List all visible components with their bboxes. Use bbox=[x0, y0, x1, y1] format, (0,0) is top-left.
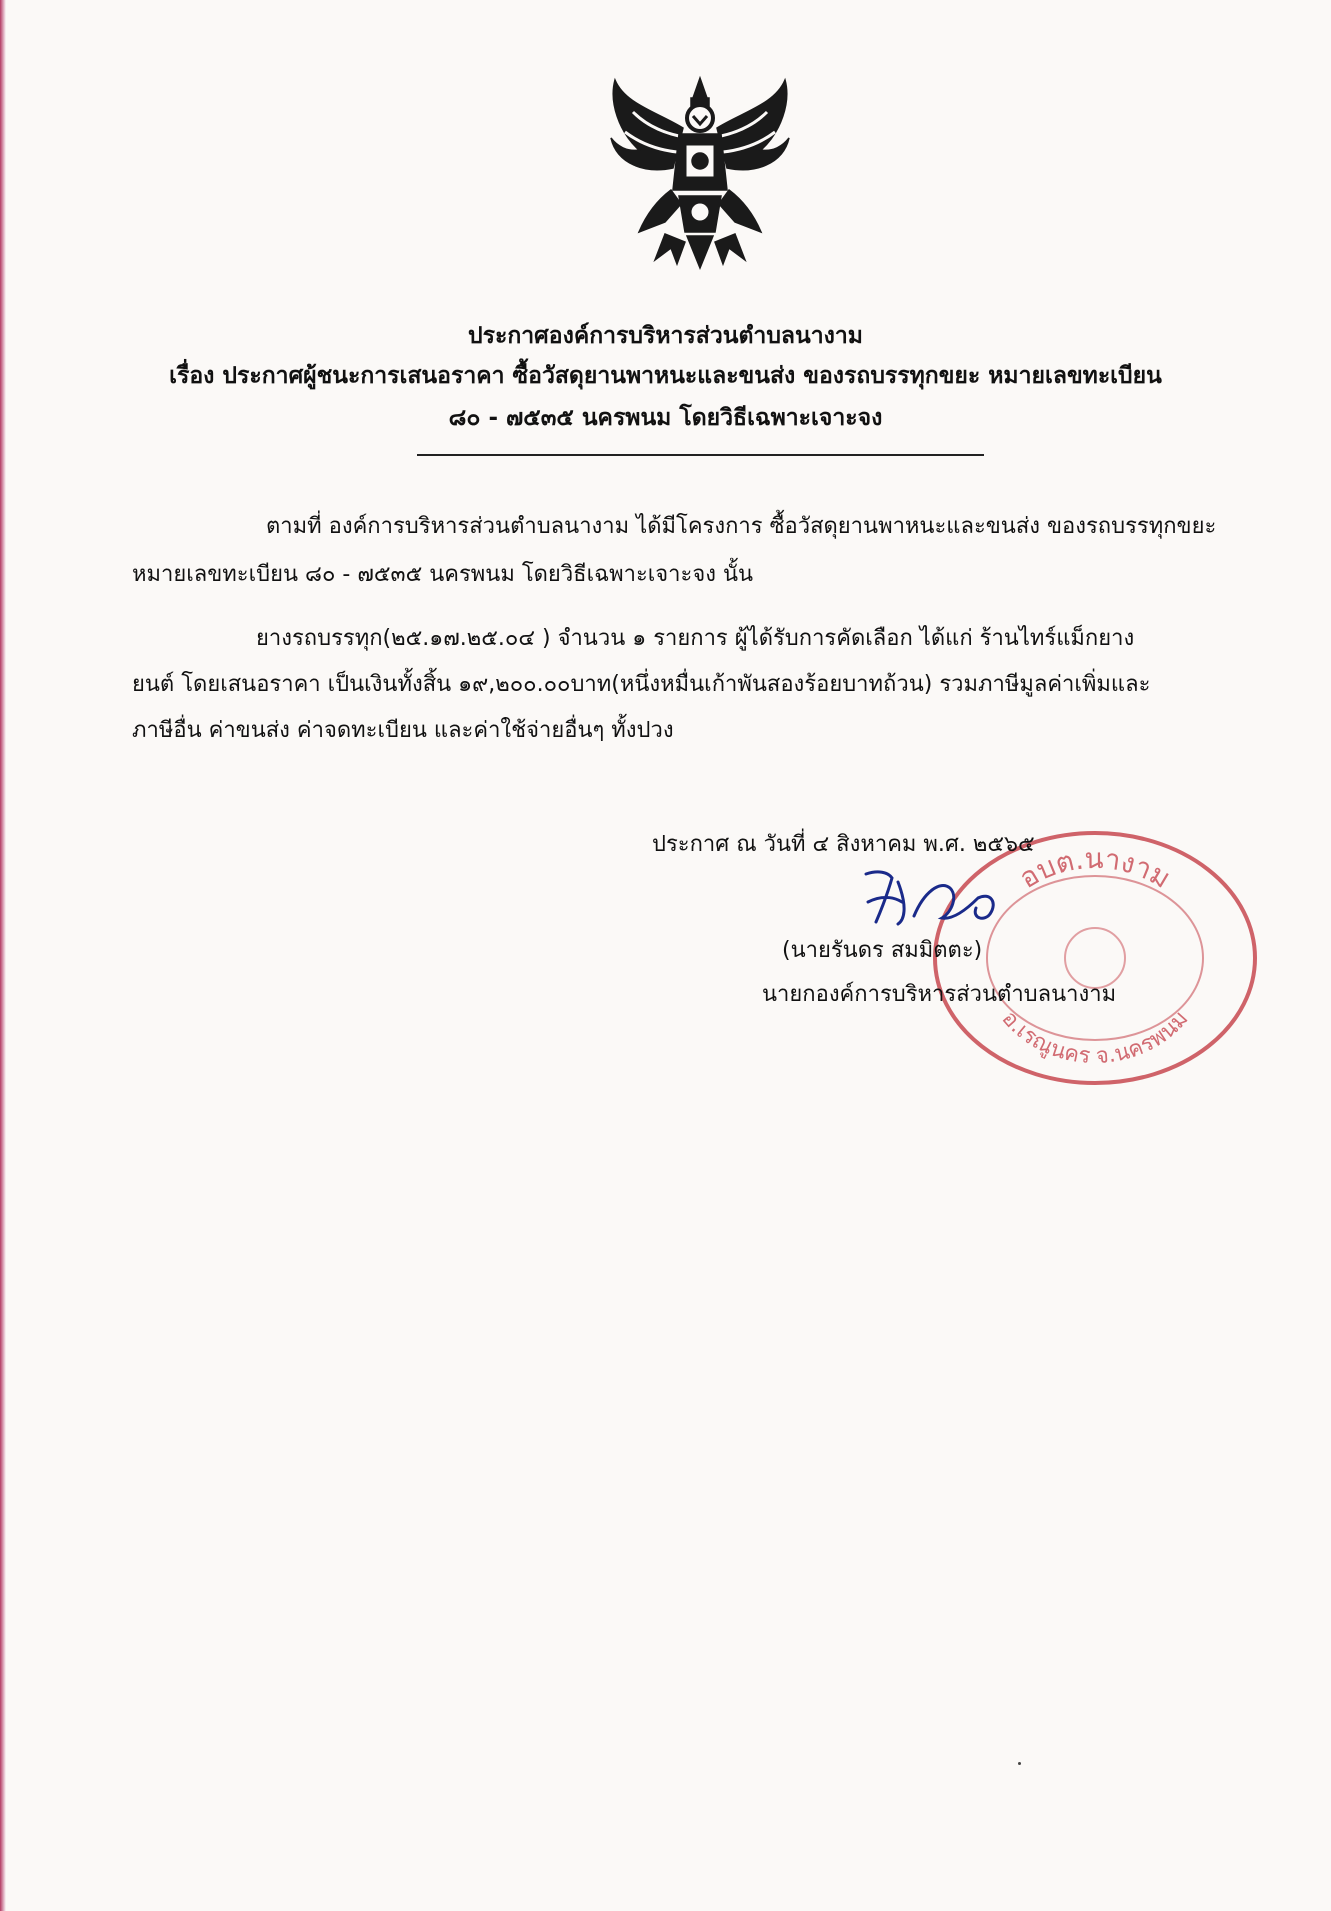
stamp-bottom-text: อ.เรณูนคร จ.นครพนม bbox=[996, 1006, 1194, 1070]
svg-text:อ.เรณูนคร จ.นครพนม bbox=[997, 1006, 1194, 1069]
garuda-emblem-icon bbox=[605, 72, 795, 272]
paragraph-1-line-1: ตามที่ องค์การบริหารส่วนตำบลนางาม ได้มีโครงการ ซื้อวัสดุยานพาหนะและขนส่ง ของรถบรรทุกขยะ bbox=[266, 514, 1217, 539]
announcement-subject-line1: เรื่อง ประกาศผู้ชนะการเสนอราคา ซื้อวัสดุยานพาหนะและขนส่ง ของรถบรรทุกขยะ หมายเลขทะเบียน bbox=[169, 363, 1162, 389]
page-edge bbox=[0, 0, 6, 1911]
handwritten-signature bbox=[858, 862, 1018, 932]
paragraph-2-line-3: ภาษีอื่น ค่าขนส่ง ค่าจดทะเบียน และค่าใช้จ่ายอื่นๆ ทั้งปวง bbox=[132, 718, 674, 743]
svg-text:อบต.นางาม bbox=[1013, 842, 1176, 895]
announcement-subject-line2: ๘๐ - ๗๕๓๕ นครพนม โดยวิธีเฉพาะเจาะจง bbox=[448, 405, 883, 431]
paragraph-2-line-2: ยนต์ โดยเสนอราคา เป็นเงินทั้งสิ้น ๑๙,๒๐๐.๐๐บาท(หนึ่งหมื่นเก้าพันสองร้อยบาทถ้วน) รวมภาษีมูลค่าเพิ่มและ bbox=[132, 672, 1151, 697]
paragraph-2-line-1: ยางรถบรรทุก(๒๕.๑๗.๒๕.๐๔ ) จำนวน ๑ รายการ ผู้ได้รับการคัดเลือก ได้แก่ ร้านไทร์แม็กยาง bbox=[256, 626, 1135, 651]
signatory-position: นายกองค์การบริหารส่วนตำบลนางาม bbox=[762, 982, 1117, 1007]
speck bbox=[1018, 1762, 1021, 1765]
stamp-top-text: อบต.นางาม bbox=[1013, 841, 1177, 896]
title-divider bbox=[417, 454, 984, 456]
announcement-title: ประกาศองค์การบริหารส่วนตำบลนางาม bbox=[468, 323, 863, 349]
announcement-date: ประกาศ ณ วันที่ ๔ สิงหาคม พ.ศ. ๒๕๖๕ bbox=[652, 832, 1035, 857]
paragraph-1-line-2: หมายเลขทะเบียน ๘๐ - ๗๕๓๕ นครพนม โดยวิธีเฉพาะเจาะจง นั้น bbox=[132, 562, 754, 587]
signatory-name: (นายรันดร สมมิตตะ) bbox=[782, 938, 983, 963]
